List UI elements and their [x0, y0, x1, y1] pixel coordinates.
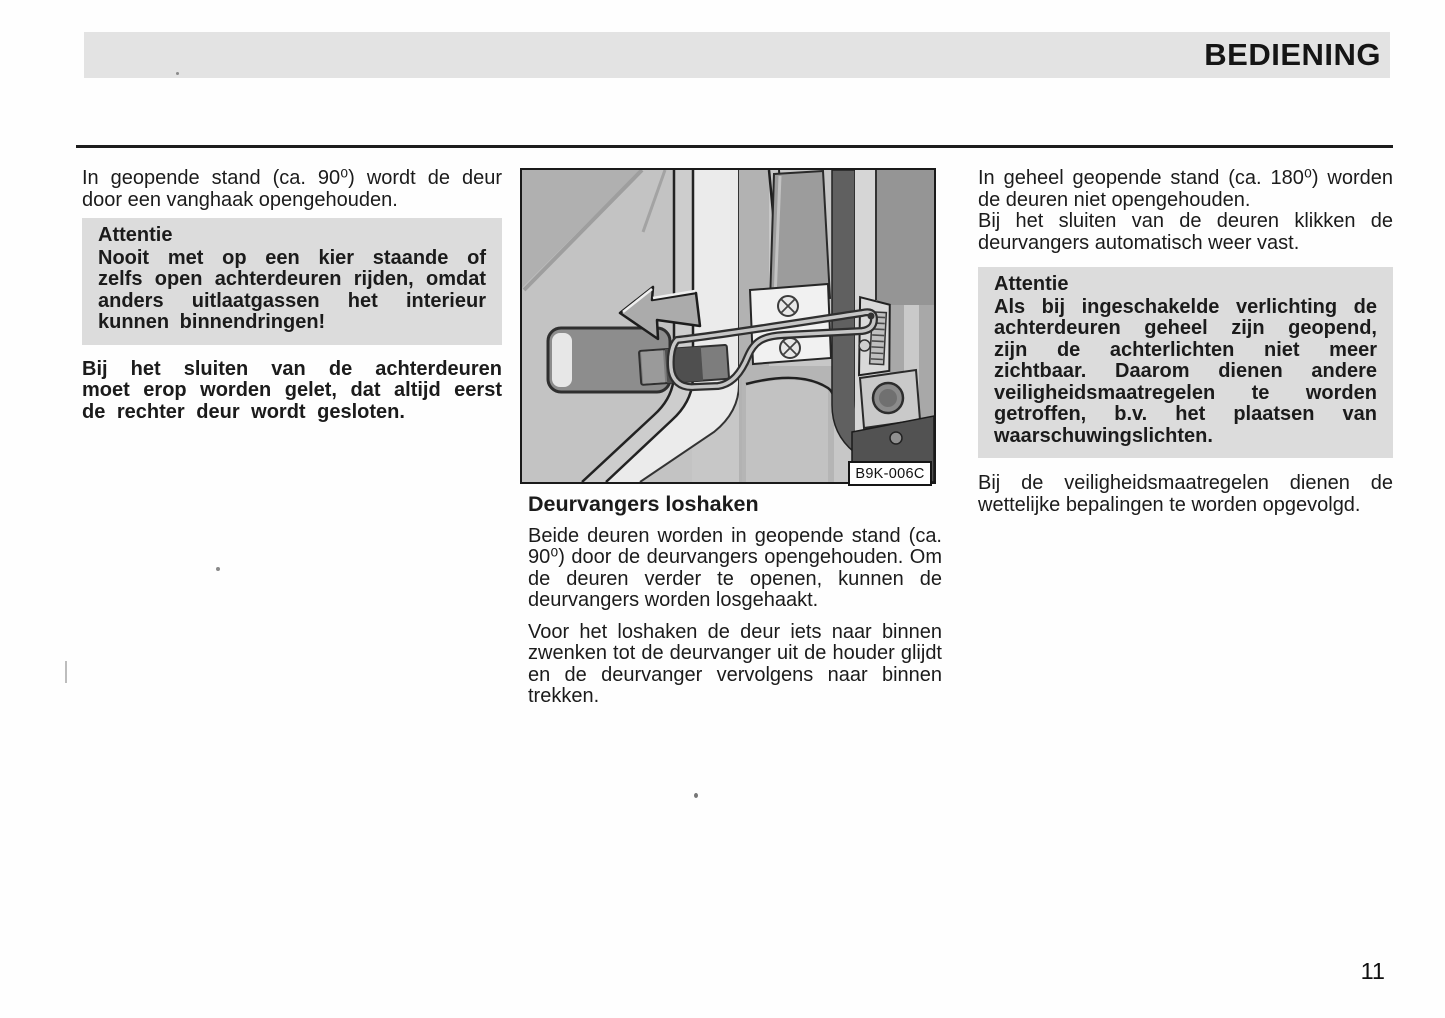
figure-code-label: B9K-006C — [848, 461, 932, 486]
scan-speck — [176, 72, 179, 75]
right-paragraph-3: Bij de veiligheidsmaatregelen dienen de wettelijke bepalingen te worden opgevolgd. — [978, 472, 1393, 516]
header-bar — [84, 32, 1390, 78]
middle-paragraph-2: Voor het loshaken de deur iets naar binnen zwenken tot de deurvanger uit de houder glijdt en de deurvanger vervolgens naar binnen trekken. — [528, 620, 942, 707]
page-number: 11 — [1360, 958, 1385, 984]
left-attention-box — [82, 218, 502, 345]
left-bold-note: Bij het sluiten van de achterdeuren moet erop worden gelet, dat altijd eerst de rechter deur wordt gesloten. — [82, 357, 502, 423]
section-heading: Deurvangers loshaken — [528, 492, 759, 516]
door-catch-illustration — [522, 170, 934, 482]
left-attention-body: Nooit met op een kier staande of zelfs open achterdeuren rijden, omdat anders uitlaatgassen het interieur kunnen binnendringen! — [98, 246, 486, 333]
right-column — [978, 168, 1393, 516]
scan-speck — [216, 567, 220, 571]
right-intro-block — [978, 168, 1393, 254]
right-paragraph-2: Bij het sluiten van de deuren klikken de deurvangers automatisch weer vast. — [978, 210, 1393, 254]
right-attention-box — [978, 267, 1393, 458]
left-attention-title: Attentie — [98, 224, 173, 246]
page-title: BEDIENING — [1204, 37, 1381, 72]
door-catch-figure — [520, 168, 936, 484]
middle-column — [528, 494, 942, 718]
left-column — [82, 168, 502, 423]
header-rule — [76, 145, 1393, 148]
right-paragraph-1: In geheel geopende stand (ca. 180⁰) worden de deuren niet opengehouden. — [978, 167, 1393, 211]
scan-speck — [694, 793, 698, 798]
scan-line-artifact — [65, 661, 67, 683]
right-attention-title: Attentie — [994, 273, 1069, 295]
right-attention-body: Als bij ingeschakelde verlichting de achterdeuren geheel zijn geopend, zijn de achterlichten niet meer zichtbaar. Daarom dienen andere veiligheidsmaatregelen te worden getroffen, b.v. het plaatsen van waarschuwingslichten. — [994, 295, 1377, 447]
left-intro-paragraph: In geopende stand (ca. 90⁰) wordt de deur door een vanghaak opengehouden. — [82, 167, 502, 211]
middle-paragraph-1: Beide deuren worden in geopende stand (ca. 90⁰) door de deurvangers opengehouden. Om de deuren verder te openen, kunnen de deurvangers worden losgehaakt. — [528, 524, 942, 611]
